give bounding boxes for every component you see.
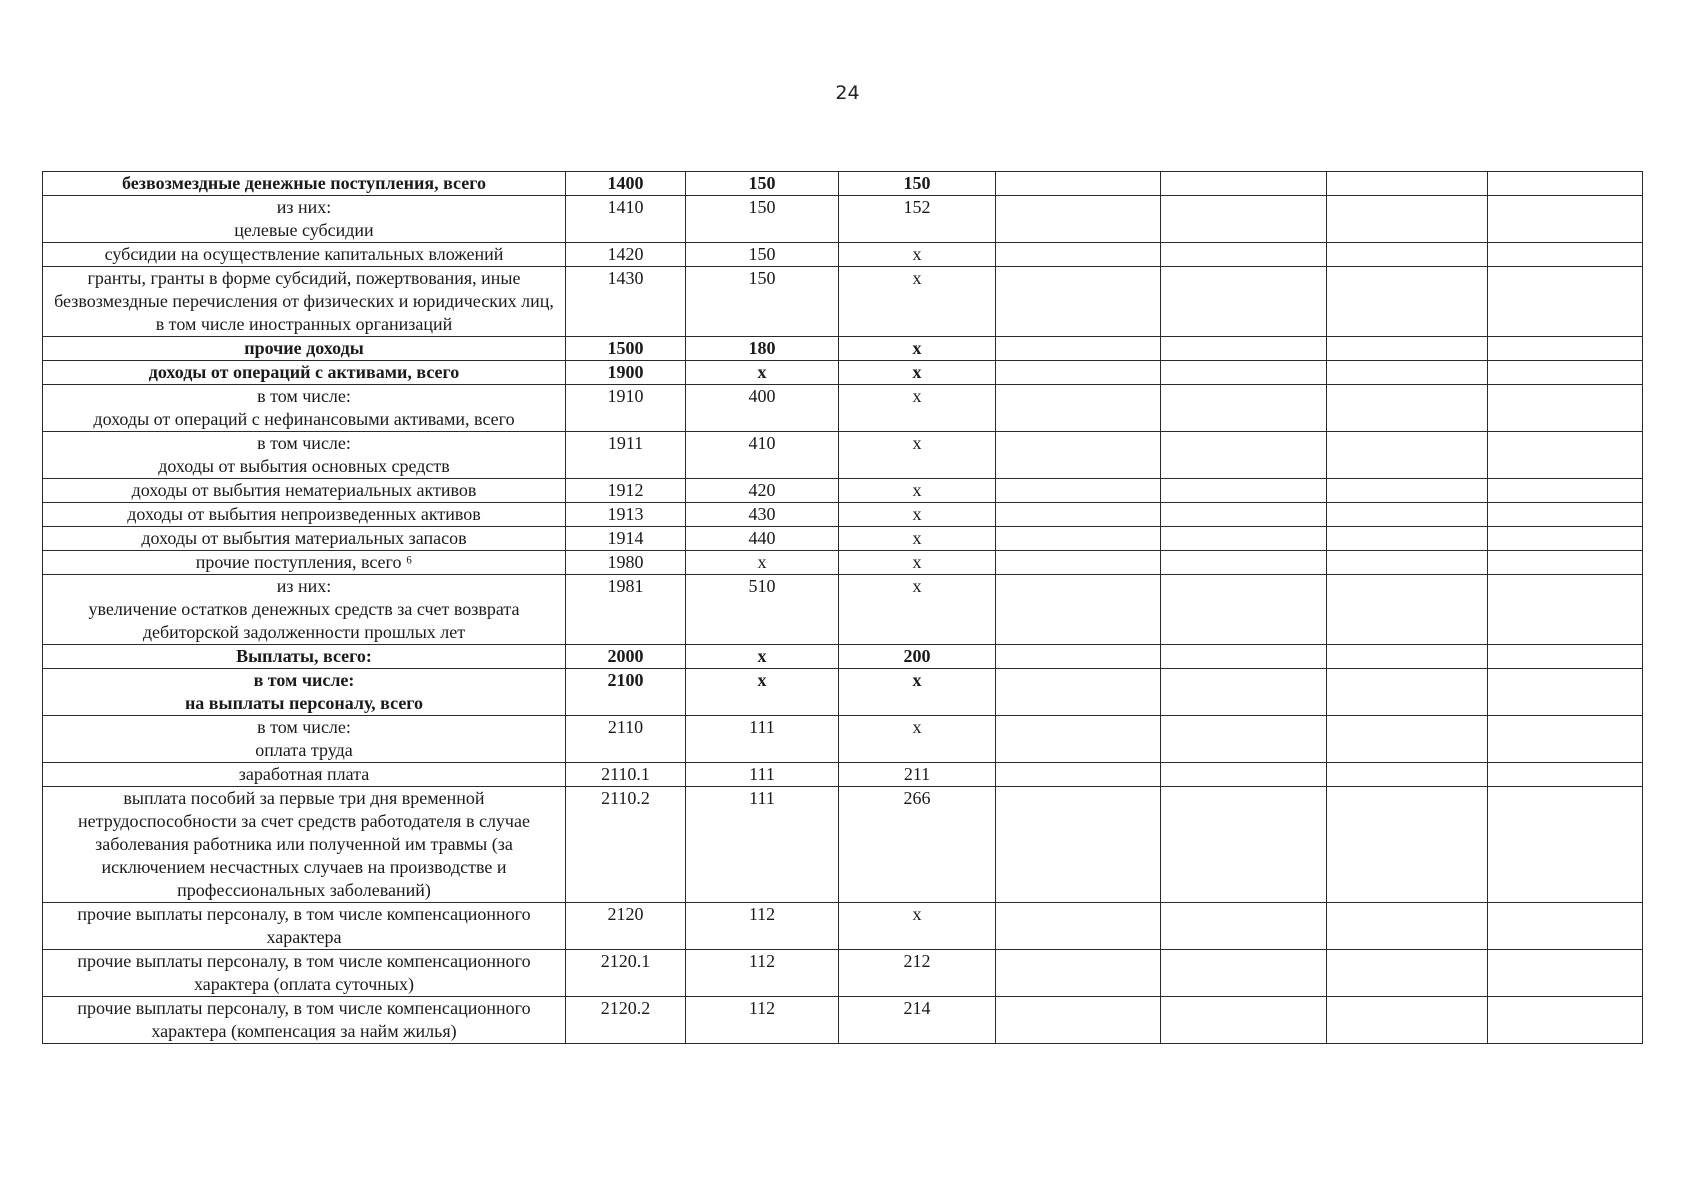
row-name-cell: из них: целевые субсидии [43, 196, 566, 243]
plan-table [42, 171, 1643, 1044]
empty-amount-cell [996, 479, 1161, 503]
row-kosgu-cell: 150 [686, 243, 839, 267]
row-subcode-cell: х [839, 716, 996, 763]
row-kosgu-cell: 440 [686, 527, 839, 551]
row-code-cell: 2120.2 [566, 997, 686, 1044]
row-kosgu-cell: 111 [686, 716, 839, 763]
row-kosgu-cell: х [686, 361, 839, 385]
empty-amount-cell [1327, 997, 1488, 1044]
empty-amount-cell [1161, 575, 1327, 645]
empty-amount-cell [1488, 716, 1643, 763]
empty-amount-cell [1161, 361, 1327, 385]
empty-amount-cell [1327, 787, 1488, 903]
row-subcode-cell: 150 [839, 172, 996, 196]
row-kosgu-cell: 510 [686, 575, 839, 645]
row-subcode-cell: 214 [839, 997, 996, 1044]
empty-amount-cell [1488, 551, 1643, 575]
row-subcode-cell: х [839, 503, 996, 527]
row-code-cell: 2000 [566, 645, 686, 669]
row-name-cell: гранты, гранты в форме субсидий, пожертвования, иные безвозмездные перечисления от физических и юридических лиц, в том числе иностранных организаций [43, 267, 566, 337]
row-kosgu-cell: 111 [686, 787, 839, 903]
empty-amount-cell [1488, 385, 1643, 432]
empty-amount-cell [996, 903, 1161, 950]
empty-amount-cell [1488, 503, 1643, 527]
table-row [43, 551, 1643, 575]
row-code-cell: 1910 [566, 385, 686, 432]
row-subcode-cell: х [839, 551, 996, 575]
empty-amount-cell [1161, 787, 1327, 903]
empty-amount-cell [996, 669, 1161, 716]
empty-amount-cell [1327, 267, 1488, 337]
row-subcode-cell: х [839, 361, 996, 385]
empty-amount-cell [1327, 432, 1488, 479]
row-kosgu-cell: 150 [686, 196, 839, 243]
empty-amount-cell [1488, 337, 1643, 361]
empty-amount-cell [996, 551, 1161, 575]
empty-amount-cell [1327, 950, 1488, 997]
row-kosgu-cell: 410 [686, 432, 839, 479]
empty-amount-cell [996, 527, 1161, 551]
empty-amount-cell [1161, 950, 1327, 997]
empty-amount-cell [1327, 716, 1488, 763]
empty-amount-cell [1488, 172, 1643, 196]
row-name-cell: доходы от операций с активами, всего [43, 361, 566, 385]
empty-amount-cell [1488, 432, 1643, 479]
empty-amount-cell [1161, 432, 1327, 479]
empty-amount-cell [996, 950, 1161, 997]
empty-amount-cell [1327, 361, 1488, 385]
table-row [43, 503, 1643, 527]
empty-amount-cell [1327, 503, 1488, 527]
row-code-cell: 1420 [566, 243, 686, 267]
table-row [43, 479, 1643, 503]
row-code-cell: 1911 [566, 432, 686, 479]
row-code-cell: 1980 [566, 551, 686, 575]
row-code-cell: 1900 [566, 361, 686, 385]
row-name-cell: в том числе: оплата труда [43, 716, 566, 763]
row-name-cell: из них: увеличение остатков денежных средств за счет возврата дебиторской задолженности прошлых лет [43, 575, 566, 645]
row-subcode-cell: х [839, 337, 996, 361]
row-name-cell: доходы от выбытия материальных запасов [43, 527, 566, 551]
row-kosgu-cell: 112 [686, 950, 839, 997]
row-subcode-cell: х [839, 267, 996, 337]
row-name-cell: прочие выплаты персоналу, в том числе компенсационного характера [43, 903, 566, 950]
row-name-cell: доходы от выбытия непроизведенных активов [43, 503, 566, 527]
empty-amount-cell [1488, 196, 1643, 243]
table-row [43, 432, 1643, 479]
empty-amount-cell [1161, 716, 1327, 763]
table-row [43, 763, 1643, 787]
empty-amount-cell [1161, 669, 1327, 716]
row-code-cell: 2110.1 [566, 763, 686, 787]
row-subcode-cell: 211 [839, 763, 996, 787]
row-name-cell: прочие выплаты персоналу, в том числе компенсационного характера (компенсация за найм жилья) [43, 997, 566, 1044]
row-name-cell: в том числе: доходы от операций с нефинансовыми активами, всего [43, 385, 566, 432]
row-code-cell: 1400 [566, 172, 686, 196]
row-code-cell: 2120 [566, 903, 686, 950]
empty-amount-cell [1488, 669, 1643, 716]
empty-amount-cell [1488, 575, 1643, 645]
table-row [43, 950, 1643, 997]
table-row [43, 903, 1643, 950]
page-number: 24 [835, 82, 860, 104]
empty-amount-cell [1488, 950, 1643, 997]
row-subcode-cell: 200 [839, 645, 996, 669]
table-row [43, 196, 1643, 243]
empty-amount-cell [1327, 645, 1488, 669]
row-name-cell: выплата пособий за первые три дня временной нетрудоспособности за счет средств работодателя в случае заболевания работника или полученной им травмы (за исключением несчастных случаев на производстве и профессиональных заболеваний) [43, 787, 566, 903]
empty-amount-cell [1488, 479, 1643, 503]
row-code-cell: 1430 [566, 267, 686, 337]
empty-amount-cell [996, 361, 1161, 385]
row-code-cell: 2120.1 [566, 950, 686, 997]
row-subcode-cell: 212 [839, 950, 996, 997]
row-subcode-cell: х [839, 243, 996, 267]
row-kosgu-cell: х [686, 669, 839, 716]
empty-amount-cell [996, 787, 1161, 903]
empty-amount-cell [996, 196, 1161, 243]
row-kosgu-cell: 112 [686, 903, 839, 950]
row-code-cell: 2100 [566, 669, 686, 716]
empty-amount-cell [996, 763, 1161, 787]
row-code-cell: 1914 [566, 527, 686, 551]
empty-amount-cell [1327, 527, 1488, 551]
empty-amount-cell [1161, 196, 1327, 243]
empty-amount-cell [1327, 763, 1488, 787]
empty-amount-cell [1488, 243, 1643, 267]
row-subcode-cell: х [839, 385, 996, 432]
empty-amount-cell [1327, 385, 1488, 432]
empty-amount-cell [1327, 575, 1488, 645]
empty-amount-cell [996, 267, 1161, 337]
row-kosgu-cell: 150 [686, 267, 839, 337]
row-kosgu-cell: 150 [686, 172, 839, 196]
empty-amount-cell [1327, 551, 1488, 575]
empty-amount-cell [1488, 361, 1643, 385]
empty-amount-cell [996, 716, 1161, 763]
row-kosgu-cell: 112 [686, 997, 839, 1044]
empty-amount-cell [1488, 763, 1643, 787]
empty-amount-cell [1327, 196, 1488, 243]
row-name-cell: в том числе: на выплаты персоналу, всего [43, 669, 566, 716]
row-kosgu-cell: 180 [686, 337, 839, 361]
table-row [43, 267, 1643, 337]
empty-amount-cell [996, 575, 1161, 645]
empty-amount-cell [1161, 479, 1327, 503]
row-name-cell: Выплаты, всего: [43, 645, 566, 669]
row-name-cell: в том числе: доходы от выбытия основных средств [43, 432, 566, 479]
row-name-cell: заработная плата [43, 763, 566, 787]
empty-amount-cell [996, 243, 1161, 267]
empty-amount-cell [1161, 903, 1327, 950]
row-code-cell: 1912 [566, 479, 686, 503]
table-row [43, 669, 1643, 716]
table-row [43, 645, 1643, 669]
row-code-cell: 1913 [566, 503, 686, 527]
row-subcode-cell: 266 [839, 787, 996, 903]
row-kosgu-cell: 430 [686, 503, 839, 527]
empty-amount-cell [1161, 645, 1327, 669]
empty-amount-cell [1161, 243, 1327, 267]
table-row [43, 385, 1643, 432]
empty-amount-cell [1488, 267, 1643, 337]
table-row [43, 527, 1643, 551]
empty-amount-cell [1488, 527, 1643, 551]
table-row [43, 361, 1643, 385]
empty-amount-cell [1161, 551, 1327, 575]
empty-amount-cell [1488, 903, 1643, 950]
empty-amount-cell [1161, 385, 1327, 432]
empty-amount-cell [1327, 243, 1488, 267]
row-subcode-cell: х [839, 432, 996, 479]
table-row [43, 575, 1643, 645]
table-body [43, 172, 1643, 1044]
row-name-cell: прочие выплаты персоналу, в том числе компенсационного характера (оплата суточных) [43, 950, 566, 997]
row-kosgu-cell: 420 [686, 479, 839, 503]
empty-amount-cell [1327, 337, 1488, 361]
empty-amount-cell [1161, 503, 1327, 527]
row-subcode-cell: х [839, 575, 996, 645]
row-subcode-cell: 152 [839, 196, 996, 243]
table-row [43, 787, 1643, 903]
empty-amount-cell [1488, 645, 1643, 669]
row-kosgu-cell: х [686, 645, 839, 669]
table-row [43, 997, 1643, 1044]
table-row [43, 172, 1643, 196]
table-row [43, 716, 1643, 763]
empty-amount-cell [1327, 479, 1488, 503]
empty-amount-cell [996, 432, 1161, 479]
empty-amount-cell [1161, 337, 1327, 361]
row-subcode-cell: х [839, 903, 996, 950]
empty-amount-cell [1161, 267, 1327, 337]
table-row [43, 243, 1643, 267]
row-subcode-cell: х [839, 669, 996, 716]
empty-amount-cell [996, 385, 1161, 432]
row-name-cell: субсидии на осуществление капитальных вложений [43, 243, 566, 267]
empty-amount-cell [1327, 172, 1488, 196]
table-row [43, 337, 1643, 361]
empty-amount-cell [1488, 997, 1643, 1044]
row-subcode-cell: х [839, 479, 996, 503]
empty-amount-cell [1161, 172, 1327, 196]
row-code-cell: 2110.2 [566, 787, 686, 903]
empty-amount-cell [1161, 763, 1327, 787]
empty-amount-cell [1327, 669, 1488, 716]
row-subcode-cell: х [839, 527, 996, 551]
row-code-cell: 2110 [566, 716, 686, 763]
empty-amount-cell [996, 503, 1161, 527]
row-kosgu-cell: 111 [686, 763, 839, 787]
row-code-cell: 1500 [566, 337, 686, 361]
row-kosgu-cell: 400 [686, 385, 839, 432]
empty-amount-cell [996, 337, 1161, 361]
empty-amount-cell [996, 997, 1161, 1044]
empty-amount-cell [1327, 903, 1488, 950]
row-name-cell: безвозмездные денежные поступления, всего [43, 172, 566, 196]
empty-amount-cell [996, 645, 1161, 669]
empty-amount-cell [1161, 997, 1327, 1044]
row-kosgu-cell: х [686, 551, 839, 575]
row-name-cell: прочие доходы [43, 337, 566, 361]
empty-amount-cell [1488, 787, 1643, 903]
row-code-cell: 1981 [566, 575, 686, 645]
empty-amount-cell [996, 172, 1161, 196]
row-name-cell: прочие поступления, всего ⁶ [43, 551, 566, 575]
row-name-cell: доходы от выбытия нематериальных активов [43, 479, 566, 503]
empty-amount-cell [1161, 527, 1327, 551]
row-code-cell: 1410 [566, 196, 686, 243]
